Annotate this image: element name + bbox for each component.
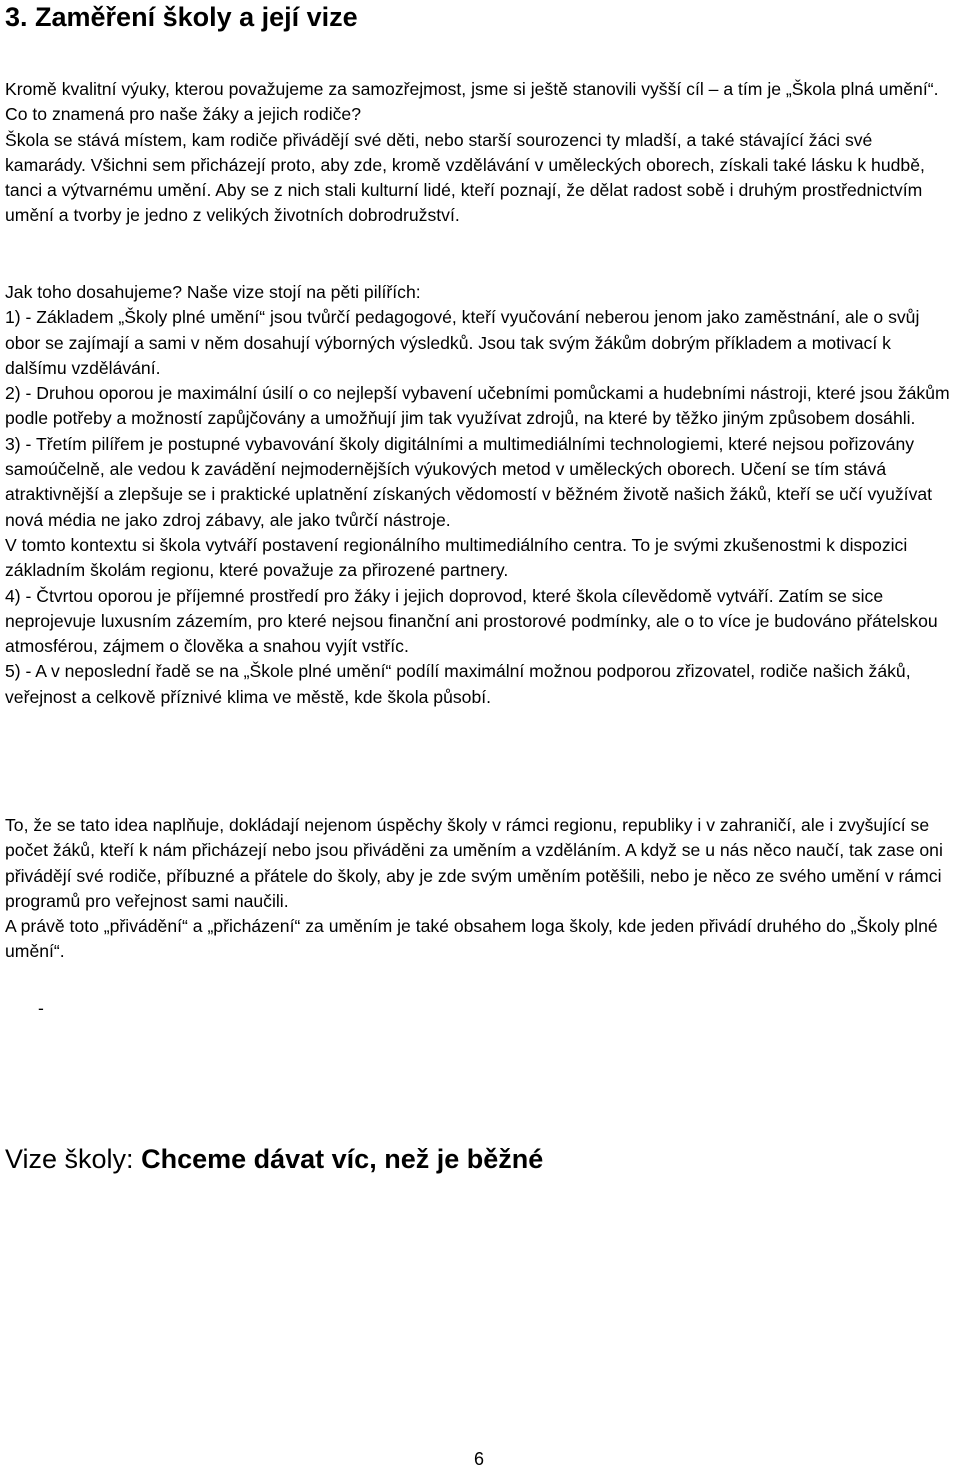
pillar-2-paragraph: 2) - Druhou oporou je maximální úsilí o co nejlepší vybavení učebními pomůckami a hudebními nástroji, které jsou žákům podle potřeby a možností zapůjčovány a umožňují jim tak využívat zdrojů, na které by těžko jiným způsobem dosáhli. — [5, 383, 950, 429]
pillar-3-paragraph: 3) - Třetím pilířem je postupné vybavování školy digitálními a multimediálními technologiemi, které nejsou pořizovány samoúčelně, ale vedou k zavádění nejmodernějších výukových metod v uměleckých oborech. Učení se tím stává atraktivnější a zlepšuje se i praktické uplatnění získaných vědomostí v běžném životě našich žáků, kteří se učí využívat nová média ne jako zdroj zábavy, ale jako tvůrčí nástroje. — [5, 433, 933, 530]
closing-paragraph: To, že se tato idea naplňuje, dokládají nejenom úspěchy školy v rámci regionu, republiky i v zahraničí, ale i zvyšující se počet žáků, kteří k nám přicházejí nebo jsou přiváděni za uměním a vzděláním. A když se u nás něco naučí, tak zase oni přivádějí své rodiče, příbuzné a přátele do školy, aby je zde svým uměním potěšili, nebo je něco ze svého umění v rámci programů pro veřejnost sami naučili. — [5, 815, 943, 911]
intro-paragraph: Kromě kvalitní výuky, kterou považujeme za samozřejmost, jsme si ještě stanovili vyšší cíl – a tím je „Škola plná umění“. Co to znamená pro naše žáky a jejich rodiče? — [5, 79, 939, 125]
vision-line — [5, 1142, 543, 1176]
intro-paragraph: Škola se stává místem, kam rodiče přivádějí své děti, nebo starší sourozenci ty mladší, a také stávající žáci své kamarády. Všichni sem přicházejí proto, aby zde, kromě vzdělávání v uměleckých oborech, získali také lásku k hudbě, tanci a výtvarnému umění. Aby se z nich stali kulturní lidé, kteří poznají, že dělat radost sobě i druhým prostřednictvím umění a tvorby je jedno z velikých životních dobrodružství. — [5, 129, 925, 226]
pillars-intro: Jak toho dosahujeme? Naše vize stojí na pěti pilířích: — [5, 282, 421, 302]
list-dash: - — [38, 998, 44, 1018]
page-number: 6 — [474, 1449, 485, 1469]
section-heading: 3. Zaměření školy a její vize — [5, 2, 358, 32]
logo-meaning-paragraph: A právě toto „přivádění“ a „přicházení“ za uměním je také obsahem loga školy, kde jeden přivádí druhého do „Školy plné umění“. — [5, 916, 938, 962]
pillar-4-paragraph: 4) - Čtvrtou oporou je příjemné prostředí pro žáky i jejich doprovod, které škola cílevědomě vytváří. Zatím se sice neprojevuje luxusním zázemím, pro které nejsou finanční ani prostorové podmínky, ale o to více je budováno přátelskou atmosférou, zájmem o člověka a snahou vyjít vstříc. — [5, 585, 938, 657]
vision-statement: Chceme dávat víc, než je běžné — [141, 1144, 544, 1174]
vision-label: Vize školy: — [5, 1144, 134, 1174]
closing-section — [5, 813, 957, 965]
pillar-5-paragraph: 5) - A v neposlední řadě se na „Škole plné umění“ podílí maximální možnou podporou zřizovatel, rodiče našich žáků, veřejnost a celkově příznivé klima ve městě, kde škola působí. — [5, 661, 911, 707]
intro-section — [5, 77, 957, 229]
regional-center-paragraph: V tomto kontextu si škola vytváří postavení regionálního multimediálního centra. To je svými zkušenostmi k dispozici základním školám regionu, které považuje za přirozené partnery. — [5, 534, 908, 581]
pillar-1-paragraph: 1) - Základem „Školy plné umění“ jsou tvůrčí pedagogové, kteří vyučování neberou jenom jako zaměstnání, ale o svůj obor se zajímají a sami v něm dosahují výborných výsledků. Jsou tak svým žákům dobrým příkladem a motivací k dalšímu vzdělávání. — [5, 307, 920, 378]
pillars-section — [5, 280, 957, 710]
